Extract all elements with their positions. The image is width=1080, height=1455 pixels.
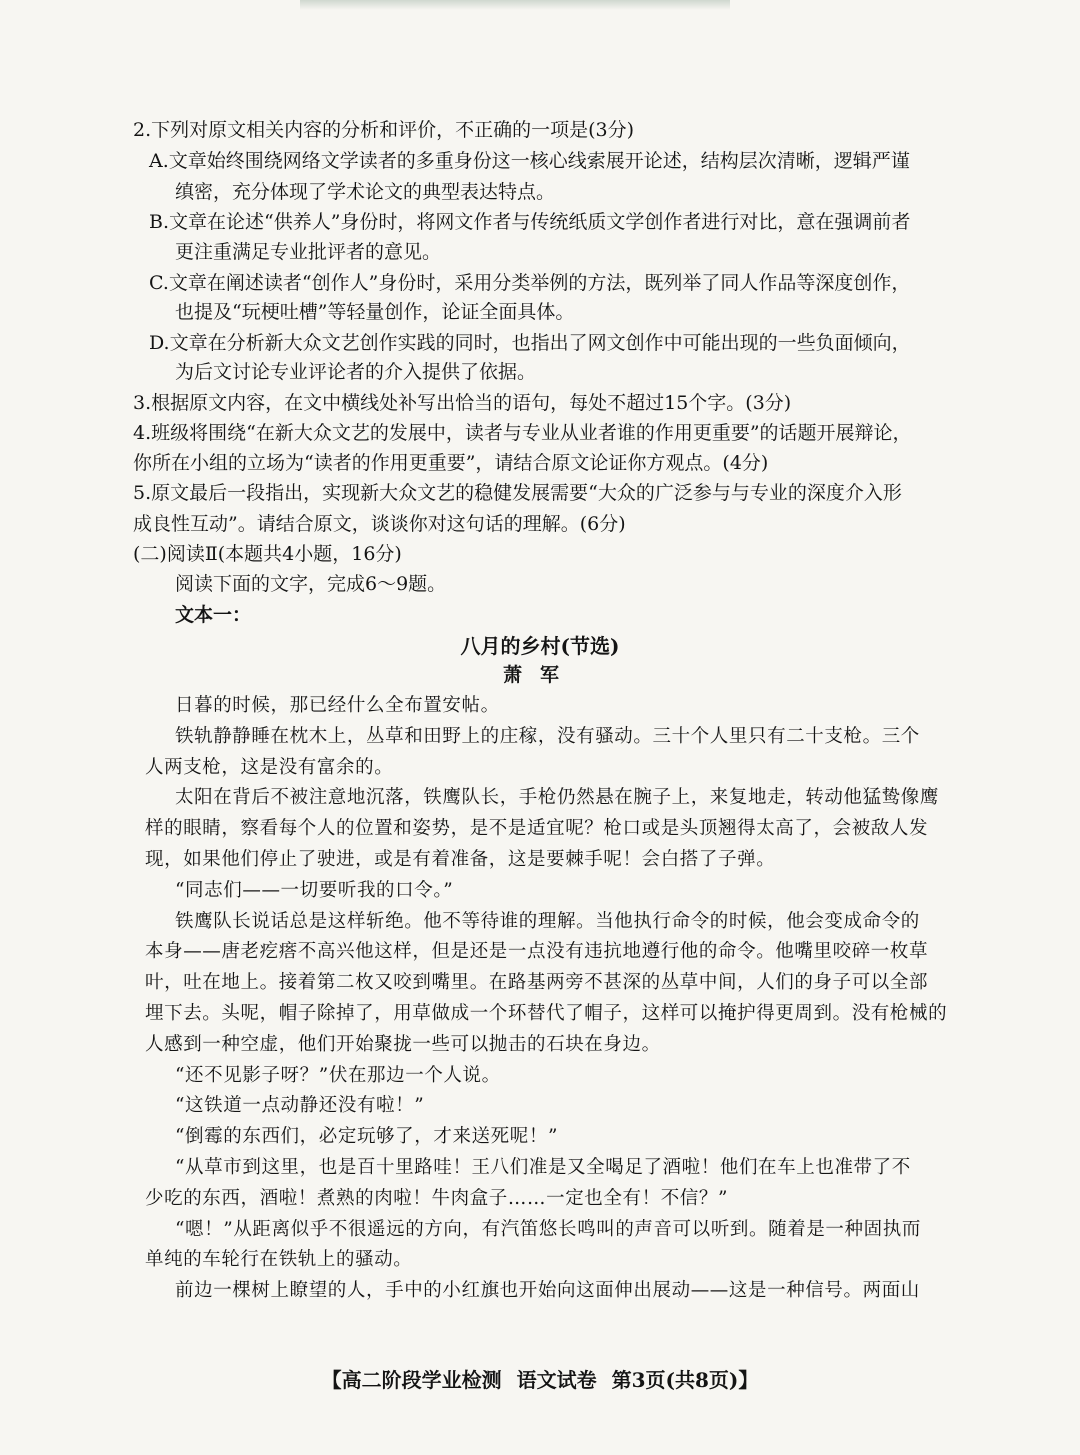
scan-tape-mark — [300, 0, 730, 10]
question-2-option-d: D.文章在分析新大众文艺创作实践的同时，也指出了网文创作中可能出现的一些负面倾向， — [149, 332, 911, 354]
question-5-cont: 成良性互动”。请结合原文，谈谈你对这句话的理解。(6分) — [133, 513, 626, 535]
question-3: 3.根据原文内容，在文中横线处补写出恰当的语句，每处不超过15个字。(3分) — [133, 392, 792, 414]
text-one-label: 文本一： — [175, 604, 252, 626]
question-2-option-a-cont: 缜密，充分体现了学术论文的典型表达特点。 — [175, 181, 556, 203]
story-line: “这铁道一点动静还没有啦！” — [175, 1095, 425, 1116]
question-4-cont: 你所在小组的立场为“读者的作用更重要”，请结合原文论证你方观点。(4分) — [133, 452, 769, 474]
story-line: 人两支枪，这是没有富余的。 — [145, 757, 394, 778]
question-2-option-b-cont: 更注重满足专业批评者的意见。 — [175, 241, 442, 263]
story-author: 萧军 — [502, 664, 577, 686]
section-instruction: 阅读下面的文字，完成6～9题。 — [175, 573, 447, 595]
story-line: 单纯的车轮行在铁轨上的骚动。 — [145, 1249, 413, 1270]
story-line: 本身——唐老疙瘩不高兴他这样，但是还是一点没有违抗地遵行他的命令。他嘴里咬碎一枚草 — [145, 941, 929, 962]
footer-exam-name: 【高二阶段学业检测 — [321, 1368, 502, 1392]
section-heading: (二)阅读Ⅱ(本题共4小题，16分) — [133, 543, 402, 565]
story-line: 太阳在背后不被注意地沉落，铁鹰队长，手枪仍然悬在腕子上，来复地走，转动他猛鸷像鹰 — [175, 787, 940, 808]
story-line: 铁鹰队长说话总是这样斩绝。他不等待谁的理解。当他执行命令的时候，他会变成命令的 — [175, 911, 920, 932]
story-line: 人感到一种空虚，他们开始聚拢一些可以抛击的石块在身边。 — [145, 1034, 661, 1055]
story-line: 铁轨静静睡在枕木上，丛草和田野上的庄稼，没有骚动。三十个人里只有二十支枪。三个 — [175, 726, 920, 747]
story-line: “嗯！”从距离似乎不很遥远的方向，有汽笛悠长鸣叫的声音可以听到。随着是一种固执而 — [175, 1219, 921, 1240]
story-line: 埋下去。头呢，帽子除掉了，用草做成一个环替代了帽子，这样可以掩护得更周到。没有枪械的 — [145, 1003, 948, 1024]
story-line: “倒霉的东西们，必定玩够了，才来送死呢！” — [175, 1126, 559, 1147]
story-line: 现，如果他们停止了驶进，或是有着准备，这是要棘手呢！会白搭了子弹。 — [145, 849, 776, 870]
question-5: 5.原文最后一段指出，实现新大众文艺的稳健发展需要“大众的广泛参与与专业的深度介入形 — [133, 482, 902, 504]
question-2-option-c: C.文章在阐述读者“创作人”身份时，采用分类举例的方法，既列举了同人作品等深度创作， — [149, 272, 911, 294]
footer-subject: 语文试卷 — [516, 1368, 597, 1392]
question-2-option-a: A.文章始终围绕网络文学读者的多重身份这一核心线索展开论述，结构层次清晰，逻辑严谨 — [149, 150, 910, 172]
question-4: 4.班级将围绕“在新大众文艺的发展中，读者与专业从业者谁的作用更重要”的话题开展辩论， — [133, 422, 912, 444]
question-2-option-d-cont: 为后文讨论专业评论者的介入提供了依据。 — [175, 361, 537, 383]
question-2-option-c-cont: 也提及“玩梗吐槽”等轻量创作，论证全面具体。 — [175, 301, 575, 323]
story-line: 日暮的时候，那已经什么全布置安帖。 — [175, 695, 500, 716]
story-line: “同志们——一切要听我的口令。” — [175, 880, 454, 901]
story-line: 样的眼睛，察看每个人的位置和姿势，是不是适宜呢？枪口或是头顶翘得太高了，会被敌人发 — [145, 818, 929, 839]
story-line: 叶，吐在地上。接着第二枚又咬到嘴里。在路基两旁不甚深的丛草中间，人们的身子可以全部 — [145, 972, 929, 993]
page-footer — [0, 1367, 1080, 1393]
footer-page-number: 第3页(共8页)】 — [611, 1368, 759, 1392]
question-2-option-b: B.文章在论述“供养人”身份时，将网文作者与传统纸质文学创作者进行对比，意在强调前者 — [149, 211, 911, 233]
story-line: “还不见影子呀？”伏在那边一个人说。 — [175, 1065, 501, 1086]
story-line: 前边一棵树上瞭望的人，手中的小红旗也开始向这面伸出展动——这是一种信号。两面山 — [175, 1280, 920, 1301]
story-line: 少吃的东西，酒啦！煮熟的肉啦！牛肉盒子……一定也全有！不信？” — [145, 1188, 729, 1209]
story-line: “从草市到这里，也是百十里路哇！王八们准是又全喝足了酒啦！他们在车上也准带了不 — [175, 1157, 911, 1178]
question-2-stem: 2.下列对原文相关内容的分析和评价，不正确的一项是(3分) — [133, 119, 635, 141]
story-title: 八月的乡村(节选) — [460, 634, 620, 658]
